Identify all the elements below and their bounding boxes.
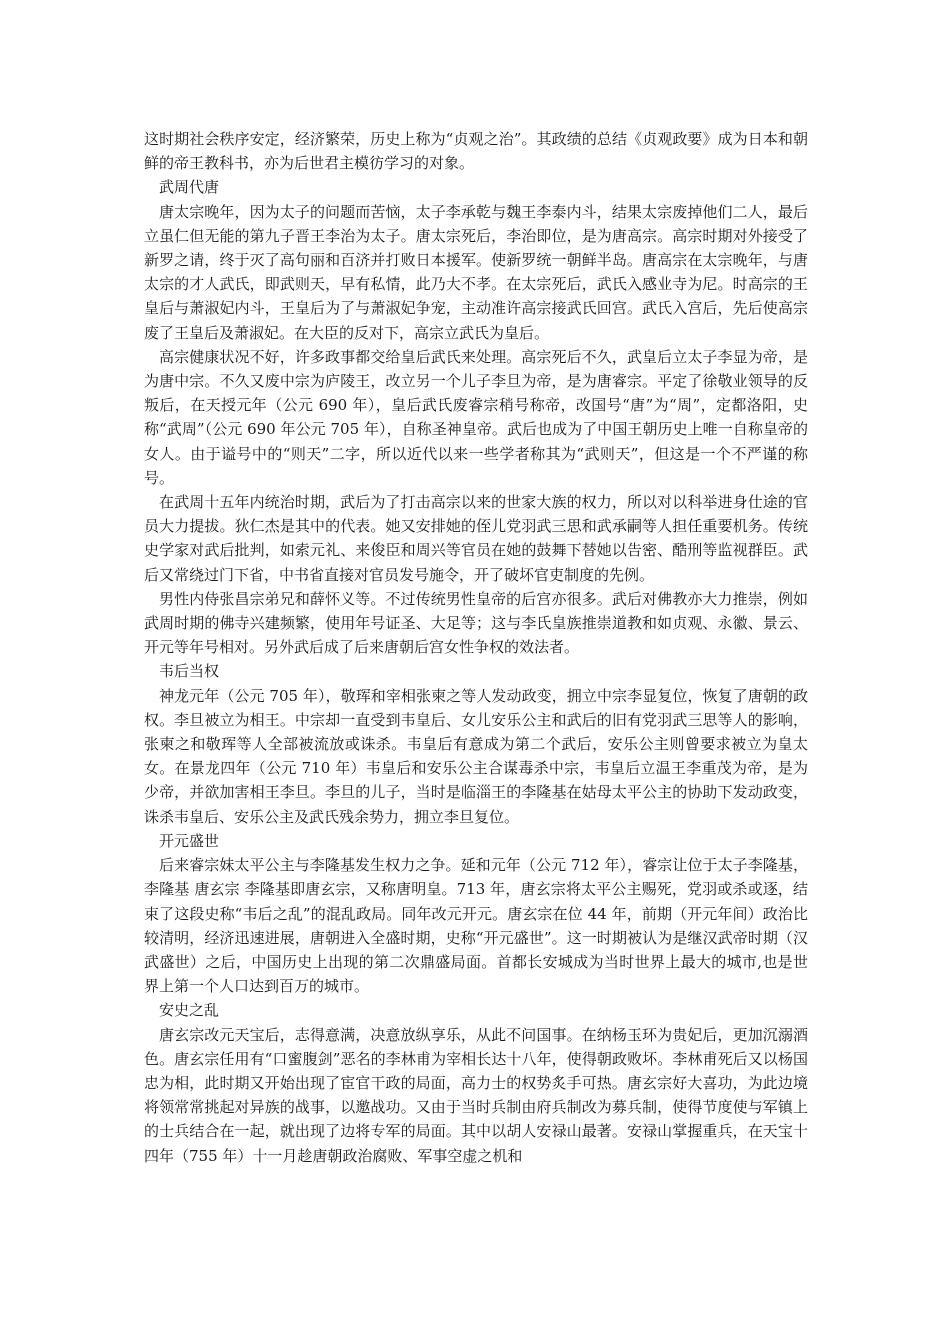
paragraph-kaiyuan-prosperity: 后来睿宗妹太平公主与李隆基发生权力之争。延和元年（公元 712 年），睿宗让位于太子李隆基，李隆基 唐玄宗 李隆基即唐玄宗，又称唐明皇。713 年，唐玄宗将太平公主赐死，党羽或杀或逐，结束了这段史称“韦后之乱”的混乱政局。同年改元开元。唐玄宗在位 44 年，前期（开元年间）政治比较清明，经济迅速进展，唐朝进入全盛时期，史称“开元盛世”。这一时期被认为是继汉武帝时期（汉武盛世）之后，中国历史上出现的第二次鼎盛局面。首都长安城成为当时世界上最大的城市,也是世界上第一个人口达到百万的城市。 <box>144 856 808 996</box>
paragraph-xuanzong-tianbao: 唐玄宗改元天宝后，志得意满，决意放纵享乐，从此不问国事。在纳杨玉环为贵妃后，更加沉溺酒色。唐玄宗任用有“口蜜腹剑”恶名的李林甫为宰相长达十八年，使得朝政败坏。李林甫死后又以杨国忠为相，此时期又开始出现了宦官干政的局面，高力士的权势炙手可热。唐玄宗好大喜功，为此边境将领常常挑起对异族的战事，以邀战功。又由于当时兵制由府兵制改为募兵制，使得节度使与军镇上的士兵结合在一起，就出现了边将专军的局面。其中以胡人安禄山最著。安禄山掌握重兵，在天宝十四年（755 年）十一月趁唐朝政治腐败、军事空虚之机和 <box>144 1025 808 1165</box>
section-heading-empress-wei: 韦后当权 <box>159 662 220 681</box>
paragraph-buddhism: 男性内侍张昌宗弟兄和薛怀义等。不过传统男性皇帝的后宫亦很多。武后对佛教亦大力推崇，例如武周时期的佛寺兴建频繁，使用年号证圣、大足等；这与李氏皇族推崇道教和如贞观、永徽、景云、开元等年号相对。另外武后成了后来唐朝后宫女性争权的效法者。 <box>144 589 808 657</box>
paragraph-taizong-late-years: 唐太宗晚年，因为太子的问题而苦恼，太子李承乾与魏王李泰内斗，结果太宗废掉他们二人，最后立虽仁但无能的第九子晋王李治为太子。唐太宗死后，李治即位，是为唐高宗。高宗时期对外接受了新罗之请，终于灭了高句丽和百济并打败日本援军。使新罗统一朝鲜半岛。唐高宗在太宗晚年，与唐太宗的才人武氏，即武则天，早有私情，此乃大不孝。在太宗死后，武氏入感业寺为尼。时高宗的王皇后与萧淑妃内斗，王皇后为了与萧淑妃争宠，主动准许高宗接武氏回宫。武氏入宫后，先后使高宗废了王皇后及萧淑妃。在大臣的反对下，高宗立武氏为皇后。 <box>144 202 808 342</box>
section-heading-wuzhou: 武周代唐 <box>159 178 220 197</box>
paragraph-wuzhou-officials: 在武周十五年内统治时期，武后为了打击高宗以来的世家大族的权力，所以对以科举进身仕途的官员大力提拔。狄仁杰是其中的代表。她又安排她的侄儿党羽武三思和武承嗣等人担任重要机务。传统史学家对武后批判，如索元礼、来俊臣和周兴等官员在她的鼓舞下替她以告密、酷刑等监视群臣。武后又常绕过门下省，中书省直接对官员发号施令，开了破坏官吏制度的先例。 <box>144 493 808 584</box>
paragraph-shenlong-coup: 神龙元年（公元 705 年），敬珲和宰相张柬之等人发动政变，拥立中宗李显复位，恢复了唐朝的政权。李旦被立为相王。中宗却一直受到韦皇后、女儿安乐公主和武后的旧有党羽武三思等人的影响，张柬之和敬珲等人全部被流放或诛杀。韦皇后有意成为第二个武后，安乐公主则曾要求被立为皇太女。在景龙四年（公元 710 年）韦皇后和安乐公主合谋毒杀中宗，韦皇后立温王李重茂为帝，是为少帝，并欲加害相王李旦。李旦的儿子，当时是临淄王的李隆基在姑母太平公主的协助下发动政变，诛杀韦皇后、安乐公主及武氏残余势力，拥立李旦复位。 <box>144 686 808 826</box>
section-heading-kaiyuan: 开元盛世 <box>159 831 220 850</box>
paragraph-empress-wu-rule: 高宗健康状况不好，许多政事都交给皇后武氏来处理。高宗死后不久，武皇后立太子李显为帝，是为唐中宗。不久又废中宗为庐陵王，改立另一个儿子李旦为帝，是为唐睿宗。平定了徐敬业领导的反叛后，在天授元年（公元 690 年），皇后武氏废睿宗稍号称帝，改国号“唐”为“周”，定都洛阳，史称“武周”（公元 690 年公元 705 年），自称圣神皇帝。武后也成为了中国王朝历史上唯一自称皇帝的女人。由于谥号中的“则天”二字，所以近代以来一些学者称其为“武则天”，但这是一个不严谨的称号。 <box>144 347 808 487</box>
paragraph-zhenguan-summary: 这时期社会秩序安定，经济繁荣，历史上称为“贞观之治”。其政绩的总结《贞观政要》成为日本和朝鲜的帝王教科书，亦为后世君主模彷学习的对象。 <box>144 130 808 173</box>
document-page <box>144 127 808 1168</box>
section-heading-anshi-rebellion: 安史之乱 <box>159 1001 220 1020</box>
